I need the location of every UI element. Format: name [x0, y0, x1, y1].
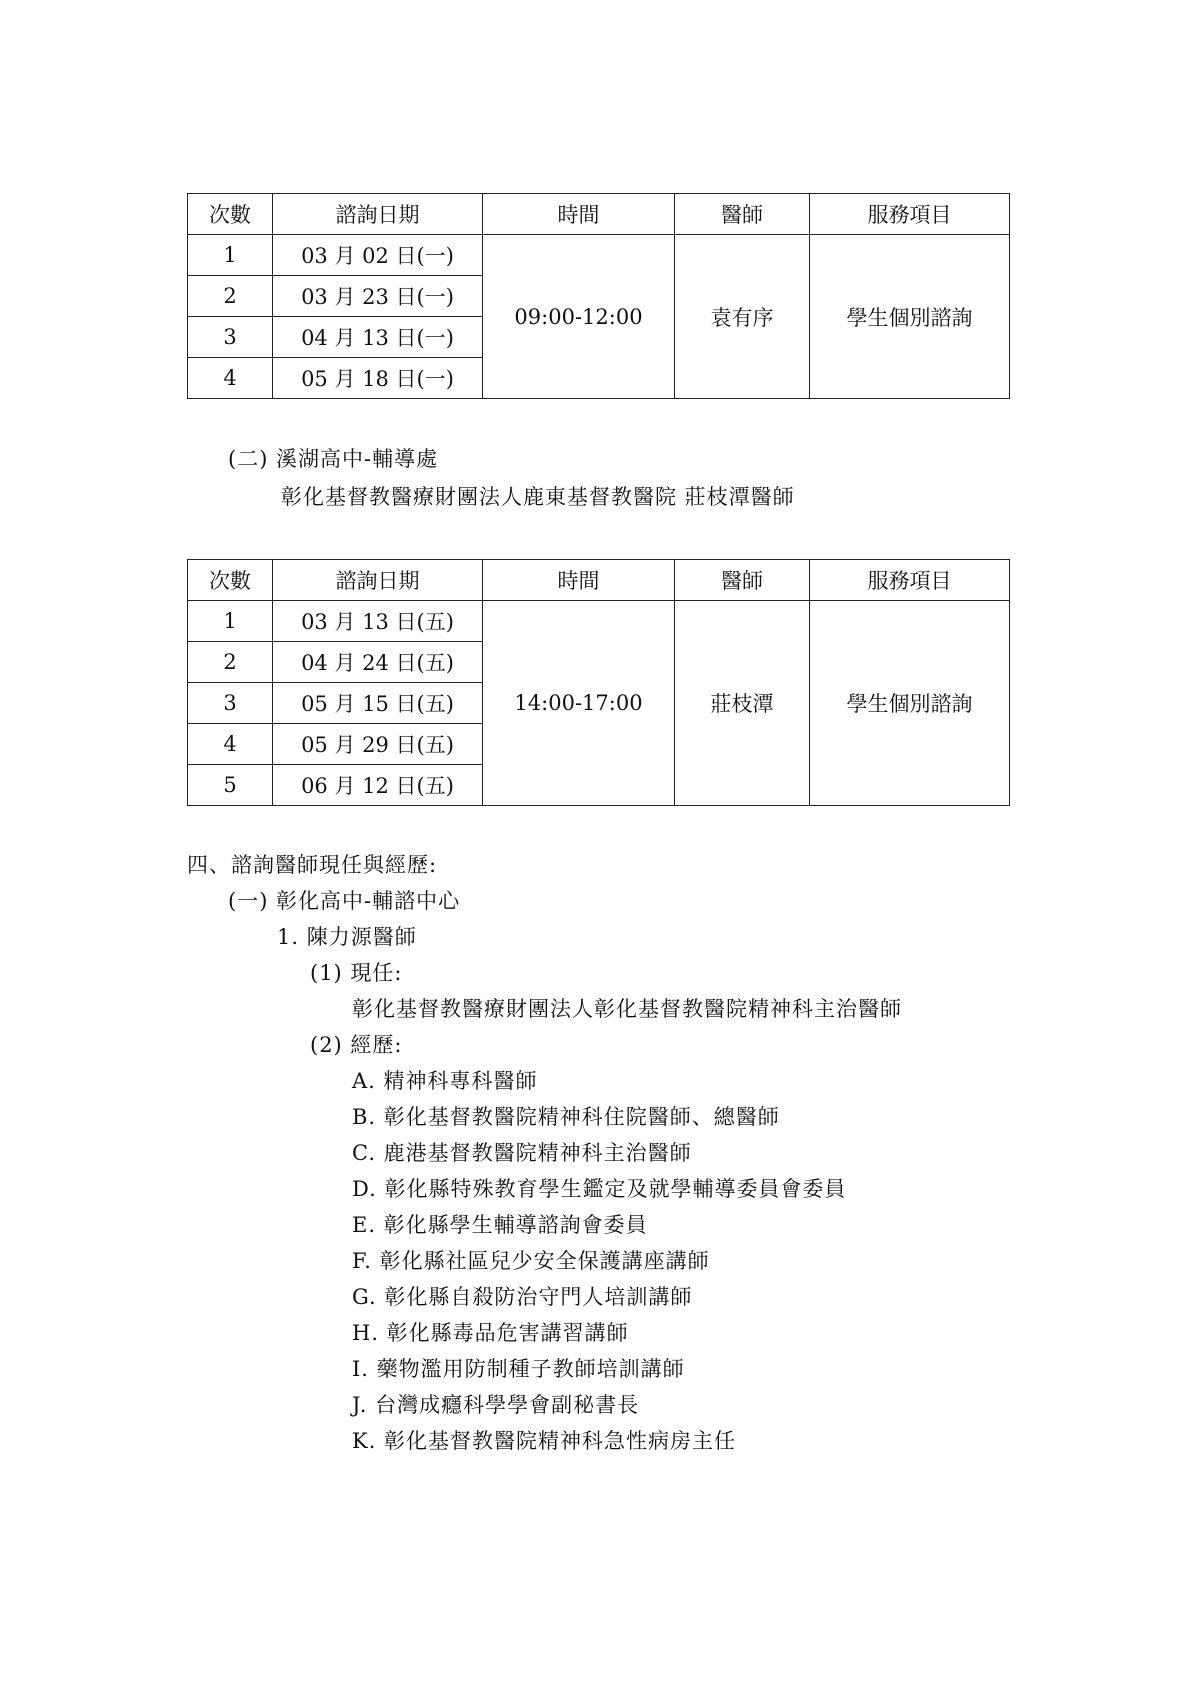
- table-header-row: [188, 560, 1010, 601]
- row-count: 3: [188, 317, 273, 358]
- current-position: 彰化基督教醫療財團法人彰化基督教醫院精神科主治醫師: [352, 997, 902, 1021]
- row-date: 05 月 15 日(五): [273, 683, 483, 724]
- header-date: 諮詢日期: [273, 560, 483, 601]
- header-doctor: 醫師: [675, 560, 810, 601]
- row-date: 03 月 13 日(五): [273, 601, 483, 642]
- header-count: 次數: [188, 560, 273, 601]
- section-2-heading: (二) 溪湖高中-輔導處: [228, 447, 439, 471]
- experience-item: K. 彰化基督教醫院精神科急性病房主任: [352, 1429, 737, 1453]
- table-row: [188, 601, 1010, 642]
- header-doctor: 醫師: [675, 194, 810, 235]
- section-2-subline: 彰化基督教醫療財團法人鹿東基督教醫院 莊枝潭醫師: [281, 485, 795, 509]
- experience-item: H. 彰化縣毒品危害講習講師: [352, 1321, 629, 1345]
- table-header-row: [188, 194, 1010, 235]
- row-date: 03 月 02 日(一): [273, 235, 483, 276]
- experience-item: G. 彰化縣自殺防治守門人培訓講師: [352, 1285, 693, 1309]
- header-time: 時間: [483, 560, 675, 601]
- row-count: 4: [188, 358, 273, 399]
- header-time: 時間: [483, 194, 675, 235]
- header-service: 服務項目: [810, 194, 1010, 235]
- row-date: 06 月 12 日(五): [273, 765, 483, 806]
- doctor-1-name: 1. 陳力源醫師: [277, 925, 417, 949]
- row-count: 1: [188, 235, 273, 276]
- row-count: 4: [188, 724, 273, 765]
- session-doctor: 袁有序: [675, 235, 810, 399]
- experience-item: A. 精神科專科醫師: [352, 1069, 538, 1093]
- row-date: 04 月 13 日(一): [273, 317, 483, 358]
- header-count: 次數: [188, 194, 273, 235]
- row-date: 05 月 29 日(五): [273, 724, 483, 765]
- session-service: 學生個別諮詢: [810, 601, 1010, 806]
- section-4-heading: 四、諮詢醫師現任與經歷:: [187, 853, 438, 877]
- session-service: 學生個別諮詢: [810, 235, 1010, 399]
- header-date: 諮詢日期: [273, 194, 483, 235]
- experience-item: C. 鹿港基督教醫院精神科主治醫師: [352, 1141, 692, 1165]
- session-time: 09:00-12:00: [483, 235, 675, 399]
- row-count: 2: [188, 642, 273, 683]
- row-count: 3: [188, 683, 273, 724]
- row-count: 2: [188, 276, 273, 317]
- schedule-table-1: [187, 193, 1010, 399]
- section-4-sub1: (一) 彰化高中-輔諮中心: [228, 889, 461, 913]
- experience-item: I. 藥物濫用防制種子教師培訓講師: [352, 1357, 685, 1381]
- row-date: 05 月 18 日(一): [273, 358, 483, 399]
- experience-label: (2) 經歷:: [310, 1033, 403, 1057]
- experience-item: E. 彰化縣學生輔導諮詢會委員: [352, 1213, 648, 1237]
- session-time: 14:00-17:00: [483, 601, 675, 806]
- experience-item: J. 台灣成癮科學學會副秘書長: [352, 1393, 640, 1417]
- row-date: 03 月 23 日(一): [273, 276, 483, 317]
- row-count: 5: [188, 765, 273, 806]
- row-count: 1: [188, 601, 273, 642]
- experience-item: D. 彰化縣特殊教育學生鑑定及就學輔導委員會委員: [352, 1177, 847, 1201]
- header-service: 服務項目: [810, 560, 1010, 601]
- session-doctor: 莊枝潭: [675, 601, 810, 806]
- table-row: [188, 235, 1010, 276]
- schedule-table-2: [187, 559, 1010, 806]
- experience-item: B. 彰化基督教醫院精神科住院醫師、總醫師: [352, 1105, 780, 1129]
- row-date: 04 月 24 日(五): [273, 642, 483, 683]
- current-label: (1) 現任:: [310, 961, 403, 985]
- experience-item: F. 彰化縣社區兒少安全保護講座講師: [352, 1249, 710, 1273]
